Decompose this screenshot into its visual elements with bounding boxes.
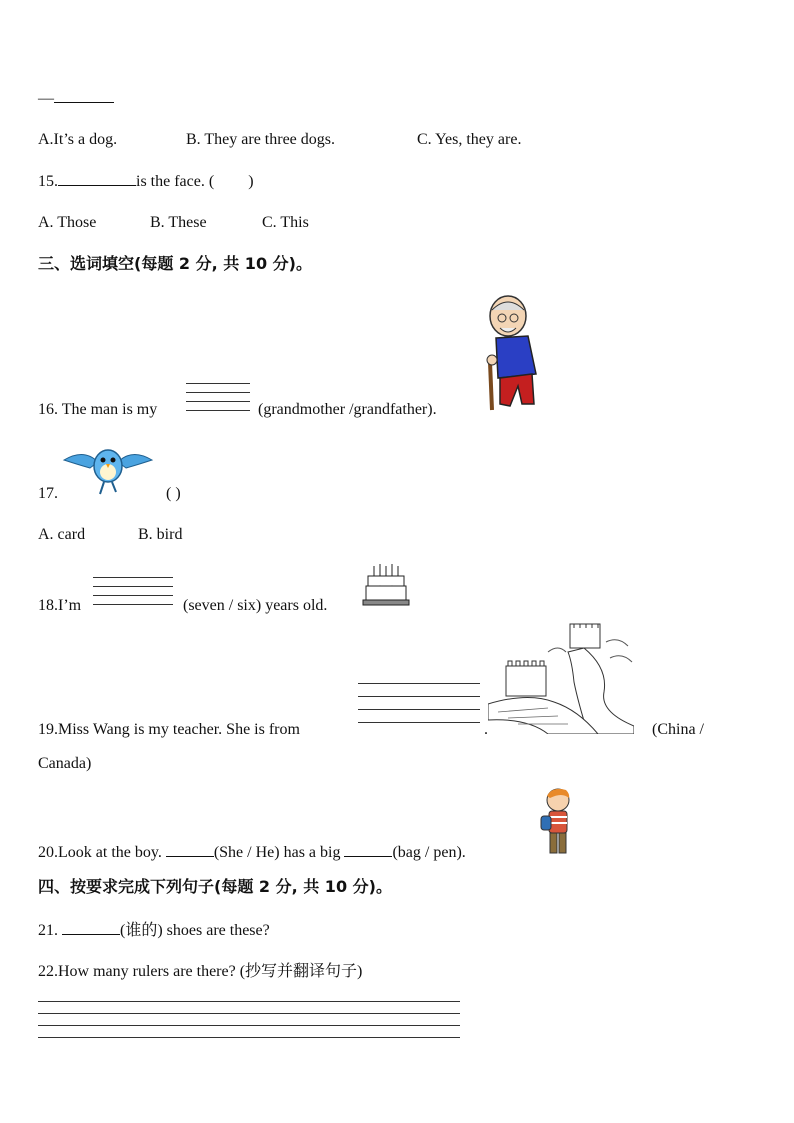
bird-icon <box>60 434 156 498</box>
q15-number: 15. <box>38 173 58 190</box>
q16-prefix: 16. The man is my <box>38 401 158 418</box>
q20-prefix: 20.Look at the boy. <box>38 844 162 861</box>
q19-writing-lines[interactable] <box>358 683 480 731</box>
q14-blank[interactable] <box>54 88 114 103</box>
q14-answer-line <box>38 88 114 109</box>
q15-option-b[interactable]: B. These <box>150 214 207 231</box>
q14-option-c[interactable]: C. Yes, they are. <box>417 131 522 148</box>
great-wall-icon <box>488 622 634 734</box>
boy-with-bag-icon <box>538 786 578 858</box>
q15-text: is the face. ( <box>136 173 215 190</box>
q17-option-b[interactable]: B. bird <box>138 526 183 543</box>
q17-number: 17. <box>38 485 58 502</box>
q19-choice-continued: Canada) <box>38 755 92 772</box>
q22-answer-lines[interactable] <box>38 1001 460 1049</box>
q21-text: (谁的) shoes are these? <box>120 922 270 939</box>
q15-question <box>38 171 254 192</box>
section-4-title: 四、按要求完成下列句子(每题 2 分, 共 10 分)。 <box>38 877 392 896</box>
q22-question: 22.How many rulers are there? (抄写并翻译句子) <box>38 963 363 980</box>
q14-option-a[interactable]: A.It’s a dog. <box>38 131 118 148</box>
q18-writing-lines[interactable] <box>93 577 173 613</box>
q19-choice: (China / <box>652 721 704 738</box>
q21-blank[interactable] <box>62 920 120 935</box>
q20-blank-1[interactable] <box>166 842 214 857</box>
q15-option-a[interactable]: A. Those <box>38 214 97 231</box>
q14-dash: — <box>38 90 54 107</box>
q21-number: 21. <box>38 922 58 939</box>
q19-prefix: 19.Miss Wang is my teacher. She is from <box>38 721 300 738</box>
q20-question <box>38 842 466 863</box>
q17-question <box>38 484 58 504</box>
q20-suffix: (bag / pen). <box>392 844 466 861</box>
q18-suffix: (seven / six) years old. <box>183 597 328 614</box>
q17-option-a[interactable]: A. card <box>38 526 86 543</box>
q16-writing-lines[interactable] <box>186 383 250 419</box>
q21-question <box>38 920 270 941</box>
section-3-title: 三、选词填空(每题 2 分, 共 10 分)。 <box>38 254 312 273</box>
q20-blank-2[interactable] <box>344 842 392 857</box>
birthday-cake-icon <box>362 562 410 608</box>
q18-prefix: 18.I’m <box>38 597 82 614</box>
q16-question <box>38 400 157 420</box>
q20-middle: (She / He) has a big <box>213 844 341 861</box>
q17-paren[interactable]: ( ) <box>166 485 181 502</box>
q19-dot: . <box>484 721 488 738</box>
q15-option-c[interactable]: C. This <box>262 214 309 231</box>
q15-blank[interactable] <box>58 171 136 186</box>
old-man-icon <box>472 294 552 414</box>
q14-option-b[interactable]: B. They are three dogs. <box>186 131 335 148</box>
q15-paren-close: ) <box>248 173 254 190</box>
q16-suffix: (grandmother /grandfather). <box>258 401 437 418</box>
